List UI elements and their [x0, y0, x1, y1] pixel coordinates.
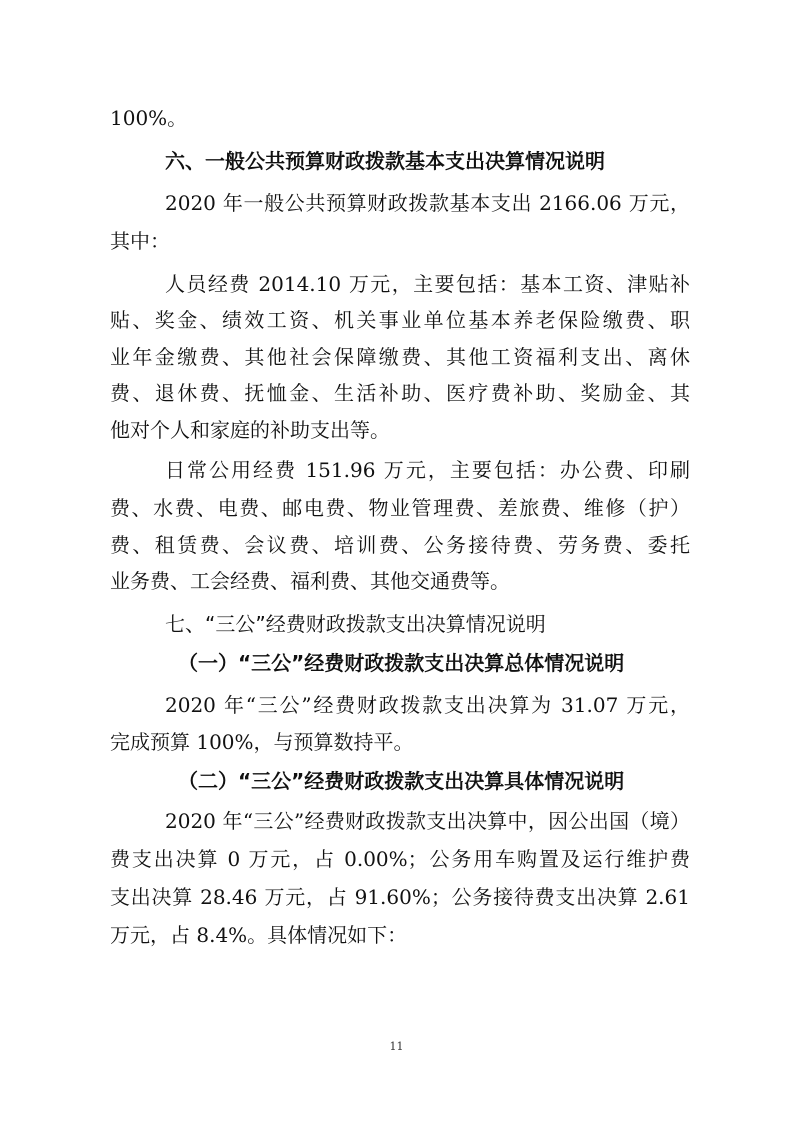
- page-number: 11: [389, 1040, 404, 1053]
- subsection-heading-2: （二）“三公”经费财政拨款支出决算具体情况说明: [178, 769, 625, 793]
- paragraph-line: 费、退休费、抚恤金、生活补助、医疗费补助、奖励金、其: [110, 381, 690, 405]
- paragraph-line: 其中：: [110, 229, 170, 253]
- paragraph-line: 贴、奖金、绩效工资、机关事业单位基本养老保险缴费、职: [110, 308, 690, 332]
- paragraph-line: 人员经费 2014.10 万元，主要包括：基本工资、津贴补: [165, 272, 690, 296]
- paragraph-line: 2020 年“三公”经费财政拨款支出决算中，因公出国（境）: [165, 809, 690, 833]
- section-heading-6: 六、一般公共预算财政拨款基本支出决算情况说明: [165, 149, 605, 173]
- paragraph-line: 费支出决算 0 万元，占 0.00%；公务用车购置及运行维护费: [110, 847, 690, 871]
- paragraph-line: 2020 年“三公”经费财政拨款支出决算为 31.07 万元，: [165, 693, 690, 717]
- paragraph-line: 他对个人和家庭的补助支出等。: [110, 418, 390, 442]
- paragraph-line: 费、租赁费、会议费、培训费、公务接待费、劳务费、委托: [110, 533, 690, 557]
- paragraph-line: 2020 年一般公共预算财政拨款基本支出 2166.06 万元，: [165, 191, 690, 215]
- paragraph-line: 费、水费、电费、邮电费、物业管理费、差旅费、维修（护）: [110, 496, 690, 520]
- paragraph-line: 万元，占 8.4%。具体情况如下：: [110, 923, 408, 947]
- paragraph-line: 业务费、工会经费、福利费、其他交通费等。: [110, 569, 510, 593]
- subsection-heading-1: （一）“三公”经费财政拨款支出决算总体情况说明: [178, 651, 625, 675]
- paragraph-line: 支出决算 28.46 万元，占 91.60%；公务接待费支出决算 2.61: [110, 885, 690, 909]
- section-heading-7: 七、“三公”经费财政拨款支出决算情况说明: [165, 612, 546, 636]
- paragraph-line: 日常公用经费 151.96 万元，主要包括：办公费、印刷: [165, 458, 690, 482]
- paragraph-line: 100%。: [110, 106, 188, 130]
- paragraph-line: 完成预算 100%，与预算数持平。: [110, 730, 414, 754]
- paragraph-line: 业年金缴费、其他社会保障缴费、其他工资福利支出、离休: [110, 345, 690, 369]
